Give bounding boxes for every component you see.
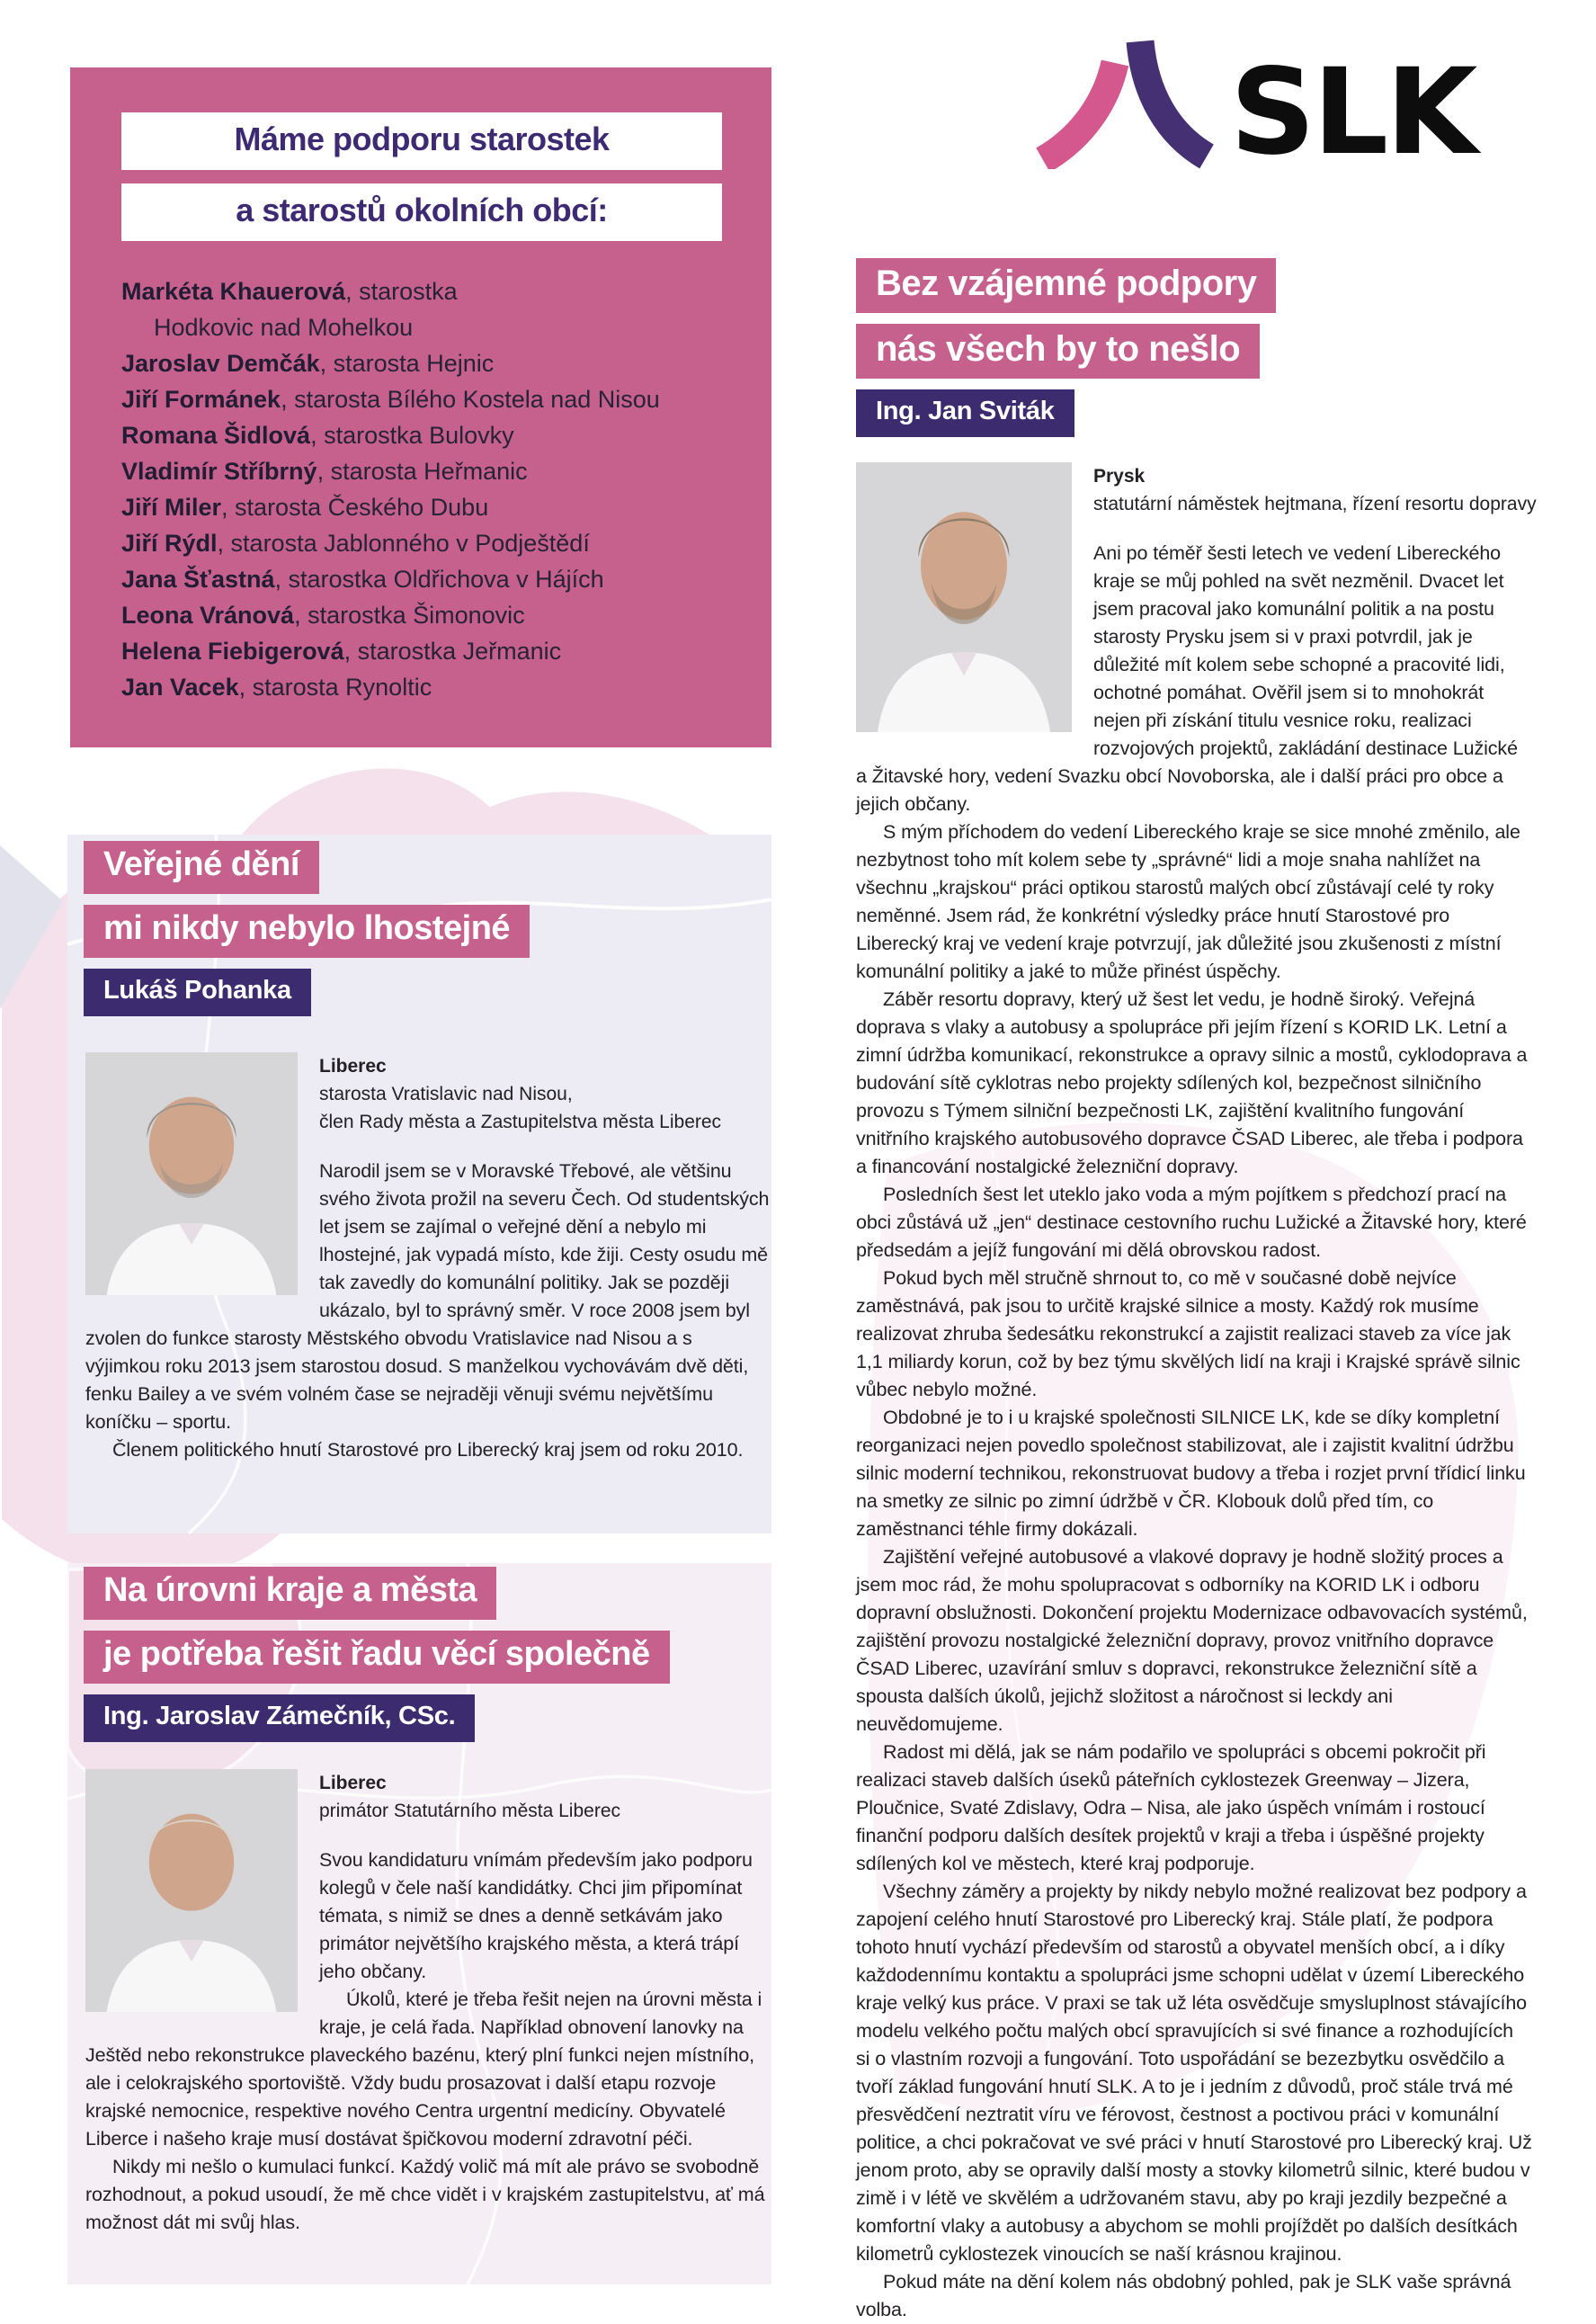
pohanka-name-bar: Lukáš Pohanka — [84, 969, 311, 1016]
headline-bar: Na úrovni kraje a města — [84, 1567, 496, 1620]
supporter-item — [121, 489, 755, 525]
supporters-list — [121, 273, 755, 705]
supporter-name: Markéta Khauerová — [121, 278, 346, 305]
body-paragraph: Záběr resortu dopravy, který už šest let vedu, je hodně široký. Veřejná doprava s vlaky a autobusy a spolupráce při jejím řízení s KORID LK. Letní a zimní údržba komunikací, rekonstrukce a opravy silnic a mostů, cyklodoprava a budování sítě cyklotras nebo projekty sdílených kol, bezpečnost silničního provozu s Týmem silniční bezpečnosti LK, zajištění kvalitního fungování vnitřního krajského autobusového dopravce ČSAD Liberec, ale třeba i podpora a financování nostalgické železniční dopravy. — [856, 988, 1528, 1177]
supporter-role: , starosta Heřmanic — [317, 458, 528, 485]
supporter-name: Jaroslav Demčák — [121, 350, 320, 377]
body-paragraph: Narodil jsem se v Moravské Třebové, ale většinu svého života prožil na severu Čech. Od studentských let jsem se zajímal o veřejné dění a nebylo mi lhostejné, jak vypadá místo, kde žiji. Cesty osudu mě tak zavedly do komunální politiky. Jak se později ukázalo, byl to správný směr. V roce 2008 jsem byl zvolen do funkce starosty Městského obvodu Vratislavice nad Nisou a s výjimkou roku 2013 jsem starostou dosud. S manželkou vychovávám dvě děti, fenku Bailey a ve svém volném čase se nejraději věnuji svému největšímu koníčku – sportu. — [85, 1159, 770, 1433]
svitak-profile — [856, 460, 1537, 2324]
body-paragraph: Všechny záměry a projekty by nikdy nebylo možné realizovat bez podpory a zapojení celého hnutí Starostové pro Liberecký kraj. Stále platí, že podpora tohoto hnutí vychází především od starostů a obyvatel menších obcí, a i díky každodennímu kontaktu a spolupráci jsme schopni udělat v území Libereckého kraje velký kus práce. V praxi se tak už léta osvědčuje smysluplnost stávajícího modelu velkého počtu malých obcí spravujících si své finance a rozhodujících si o vlastním rozvoji a fungování. Toto uspořádání se bezezbytku osvědčilo a tvoří základ fungování hnutí SLK. A to je i jedním z důvodů, proč stále trvá mé přesvědčení neztratit víru ve férovost, čestnost a poctivou práci v komunální politice, a chci pokračovat ve své práci v hnutí Starostové pro Liberecký kraj. Už jenom proto, aby se opravily další mosty a stovky kilometrů silnic, které budou v zimě i v létě ve skvělém a udržovaném stavu, aby po kraji jezdily bezpečné a komfortní vlaky a autobusy a abychom se mohli projíždět po dalších desítkách kilometrů cyklostezek vinoucích se naší krásnou krajinou. — [856, 1881, 1532, 2265]
supporter-role: , starosta Českého Dubu — [221, 494, 489, 521]
supporters-title — [70, 112, 771, 241]
supporters-title-line: Máme podporu starostek — [121, 112, 722, 170]
pohanka-profile — [85, 1050, 771, 1464]
body-paragraph: S mým příchodem do vedení Libereckého kraje se sice mnohé změnilo, ale nezbytnost toho mít kolem sebe ty „správné“ lidi a moje snaha nahlížet na všechnu „krajskou“ práci optikou starostů malých obcí zůstávají celé ty roky neměnné. Jsem rád, že konkrétní výsledky práce hnutí Starostové pro Liberecký kraj ve vedení kraje potvrzují, jak důležité jsou zkušenosti z místní komunální politiky a jaké to může přinést úspěchy. — [856, 821, 1520, 982]
portrait-placeholder-icon — [85, 1769, 298, 2012]
body-paragraph: Ani po téměř šesti letech ve vedení Libereckého kraje se můj pohled na svět nezměnil. Dvacet let jsem pracoval jako komunální politik a na postu starosty Prysku jsem si v praxi potvrdil, jak je důležité mít kolem sebe schopné a pracovité lidi, ochotné pomáhat. Ověřil jsem si to mnohokrát nejen při získání titulu vesnice roku, realizaci rozvojových projektů, zakládání destinace Lužické a Žitavské hory, vedení Svazku obcí Novoborska, ale i další práci pro obce a jejich občany. — [856, 542, 1518, 815]
supporter-role: , starosta Jablonného v Podještědí — [217, 530, 590, 557]
supporter-name: Jan Vacek — [121, 674, 239, 701]
supporters-box — [70, 67, 771, 747]
headline-bar: je potřeba řešit řadu věcí společně — [84, 1631, 670, 1684]
supporter-role: , starostka Jeřmanic — [343, 638, 562, 665]
supporter-item — [121, 561, 755, 597]
body-paragraph: Obdobné je to i u krajské společnosti SILNICE LK, kde se díky kompletní reorganizaci nejen povedlo společnost stabilizovat, ale i zajistit kvalitní údržbu silnic moderní technikou, rekonstruovat budovy a třeba i rozjet první třídicí linku na smetky ze silnic po zimní údržbě v ČR. Klobouk dolů před tím, co zaměstnanci téhle firmy dokázali. — [856, 1407, 1526, 1540]
svitak-city: Prysk — [1093, 466, 1146, 487]
pohanka-headline — [84, 841, 771, 958]
photo-lukas-pohanka — [85, 1052, 298, 1295]
photo-jaroslav-zamecnik — [85, 1769, 298, 2012]
body-paragraph: Pokud máte na dění kolem nás obdobný pohled, pak je SLK vaše správná volba. — [856, 2271, 1511, 2320]
section-pohanka — [70, 841, 771, 1464]
supporter-role: , starosta Bílého Kostela nad Nisou — [281, 386, 660, 413]
body-paragraph: Radost mi dělá, jak se nám podařilo ve spolupráci s obcemi pokročit při realizaci staveb dalších úseků páteřních cyklostezek Greenway – Jizera, Ploučnice, Svaté Zdislavy, Odra – Nisa, ale jako úspěch vnímám i rostoucí finanční podporu dalších desítek projektů v kraji a třeba i úspěšné projekty sdílených kol ve městech, které kraj podporuje. — [856, 1741, 1486, 1874]
pohanka-role-line: starosta Vratislavic nad Nisou, — [319, 1083, 573, 1104]
supporter-role: , starosta Rynoltic — [238, 674, 432, 701]
zamecnik-profile — [85, 1767, 771, 2237]
portrait-placeholder-icon — [85, 1052, 298, 1295]
body-paragraph: Svou kandidaturu vnímám především jako podporu kolegů v čele naší kandidátky. Chci jim připomínat témata, s nimiž se dnes a denně setkávám jako primátor největšího krajského města, a která trápí jeho občany. — [319, 1848, 753, 1982]
supporter-item — [121, 453, 755, 489]
slk-logo-mark-icon — [1025, 27, 1529, 169]
supporter-role: , starostka Oldřichova v Hájích — [274, 566, 604, 593]
supporter-name: Jana Šťastná — [121, 566, 275, 593]
headline-bar: Bez vzájemné podpory — [856, 258, 1276, 313]
body-paragraph: Posledních šest let uteklo jako voda a mým pojítkem s předchozí prací na obci zůstává už „jen“ destinace cestovního ruchu Lužické a Žitavské hory, které předsedám a jejíž fungování mi dělá obrovskou radost. — [856, 1184, 1527, 1261]
slk-logo — [1025, 27, 1529, 169]
supporter-name: Leona Vránová — [121, 602, 295, 629]
svitak-headline — [856, 258, 1532, 379]
supporter-name: Helena Fiebigerová — [121, 638, 344, 665]
supporter-item — [121, 597, 755, 633]
supporter-item — [121, 669, 755, 705]
body-paragraph: Členem politického hnutí Starostové pro Liberecký kraj jsem od roku 2010. — [112, 1438, 744, 1461]
zamecnik-role-line: primátor Statutárního města Liberec — [319, 1800, 620, 1821]
supporter-item — [121, 633, 755, 669]
portrait-placeholder-icon — [856, 462, 1072, 732]
supporter-item — [121, 525, 755, 561]
svitak-role-line: statutární náměstek hejtmana, řízení resortu dopravy — [1093, 494, 1537, 514]
supporter-role-line2: Hodkovic nad Mohelkou — [154, 314, 414, 341]
supporter-item — [121, 273, 755, 345]
body-paragraph: Pokud bych měl stručně shrnout to, co mě v současné době nejvíce zaměstnává, pak jsou to určitě krajské silnice a mosty. Každý rok musíme realizovat zhruba šedesátku rekonstrukcí a zajistit realizaci staveb za více jak 1,1 miliardy korun, což by bez týmu skvělých lidí na kraji i Krajské správě silnic vůbec nebylo možné. — [856, 1267, 1520, 1400]
photo-jan-svitak — [856, 462, 1072, 732]
supporter-role: , starostka Šimonovic — [294, 602, 525, 629]
headline-bar: Veřejné dění — [84, 841, 319, 894]
body-paragraph: Zajištění veřejné autobusové a vlakové dopravy je hodně složitý proces a jsem moc rád, že mohu spolupracovat s odborníky na KORID LK i odboru dopravní obslužnosti. Dokončení projektu Modernizace odbavovacích systémů, zajištění provozu nostalgické železniční dopravy, provoz vnitřního dopravce ČSAD Liberec, uzavírání smluv s dopravci, rekonstrukce železniční sítě a spousta dalších úkolů, jejichž složitost a náročnost si leckdy ani neuvědomujeme. — [856, 1546, 1528, 1735]
body-paragraph: Úkolů, které je třeba řešit nejen na úrovni města i kraje, je celá řada. Například obnovení lanovky na Ještěd nebo rekonstrukce plaveckého bazénu, který plní funkci nejen místního, ale i celokrajského sportoviště. Vždy budu prosazovat i další etapu rozvoje krajské nemocnice, respektive nového Centra urgentní medicíny. Obyvatelé Liberce i našeho kraje musí dostávat špičkovou moderní zdravotní péči. — [85, 1988, 762, 2150]
pohanka-role-line: člen Rady města a Zastupitelstva města Liberec — [319, 1111, 722, 1132]
supporter-item — [121, 381, 755, 417]
zamecnik-name-bar: Ing. Jaroslav Zámečník, CSc. — [84, 1694, 475, 1742]
section-svitak — [856, 258, 1537, 2324]
supporter-role: , starostka — [345, 278, 458, 305]
section-zamecnik — [70, 1567, 771, 2237]
supporter-name: Jiří Formánek — [121, 386, 281, 413]
supporter-role: , starostka Bulovky — [310, 422, 514, 449]
svitak-paragraphs — [856, 540, 1532, 2324]
headline-bar: nás všech by to nešlo — [856, 324, 1260, 379]
zamecnik-headline — [84, 1567, 771, 1684]
zamecnik-city: Liberec — [319, 1772, 387, 1793]
supporter-name: Jiří Miler — [121, 494, 222, 521]
supporter-name: Vladimír Stříbrný — [121, 458, 317, 485]
supporter-name: Jiří Rýdl — [121, 530, 218, 557]
pohanka-city: Liberec — [319, 1055, 387, 1077]
supporters-title-line: a starostů okolních obcí: — [121, 183, 722, 241]
supporter-name: Romana Šidlová — [121, 422, 311, 449]
supporter-role: , starosta Hejnic — [319, 350, 495, 377]
supporter-item — [121, 345, 755, 381]
headline-bar: mi nikdy nebylo lhostejné — [84, 905, 530, 958]
svitak-name-bar: Ing. Jan Sviták — [856, 389, 1074, 437]
body-paragraph: Nikdy mi nešlo o kumulaci funkcí. Každý volič má mít ale právo se svobodně rozhodnout, a pokud usoudí, že mě chce vidět i v krajském zastupitelstvu, ať má možnost dát mi svůj hlas. — [85, 2155, 765, 2233]
slk-logo-text: SLK — [1230, 43, 1476, 169]
supporter-item — [121, 417, 755, 453]
